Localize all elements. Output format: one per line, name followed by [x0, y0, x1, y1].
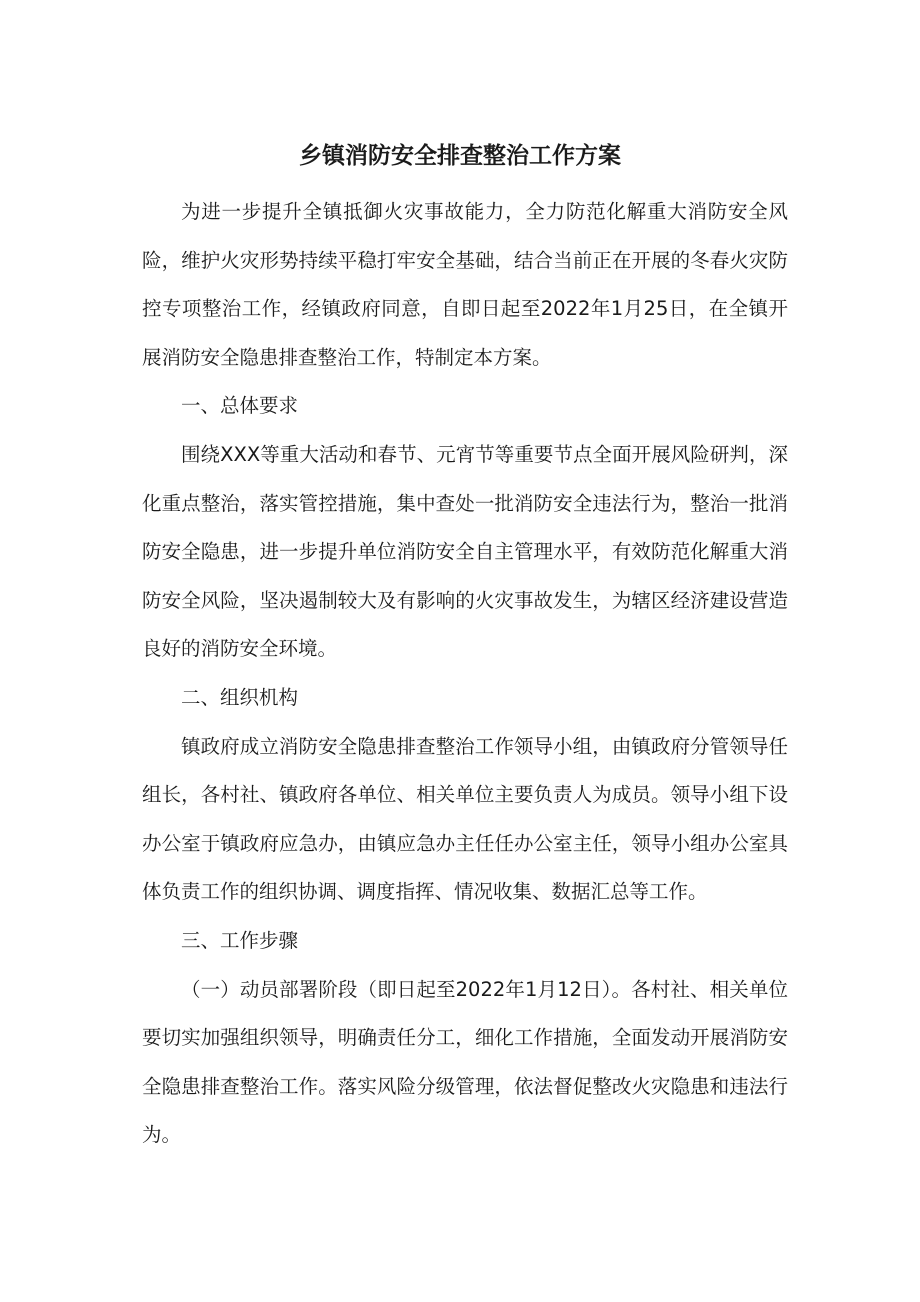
document-title: 乡镇消防安全排查整治工作方案 — [299, 143, 621, 169]
section-heading-general-requirements: 一、总体要求 — [181, 394, 299, 418]
general-requirements-paragraph: 围绕XXX等重大活动和春节、元宵节等重要节点全面开展风险研判，深化重点整治，落实管控措施，集中查处一批消防安全违法行为，整治一批消防安全隐患，进一步提升单位消防安全自主管理水平，有效防范化解重大消防安全风险，坚决遏制较大及有影响的火灾事故发生，为辖区经济建设营造良好的消防安全环境。 — [142, 442, 788, 661]
intro-paragraph: 为进一步提升全镇抵御火灾事故能力，全力防范化解重大消防安全风险，维护火灾形势持续平稳打牢安全基础，结合当前正在开展的冬春火灾防控专项整治工作，经镇政府同意，自即日起至2022年1月25日，在全镇开展消防安全隐患排查整治工作，特制定本方案。 — [142, 200, 788, 369]
section-heading-work-steps: 三、工作步骤 — [181, 928, 299, 952]
document-body — [142, 188, 788, 1160]
organization-paragraph: 镇政府成立消防安全隐患排查整治工作领导小组，由镇政府分管领导任组长，各村社、镇政府各单位、相关单位主要负责人为成员。领导小组下设办公室于镇政府应急办，由镇应急办主任任办公室主任，领导小组办公室具体负责工作的组织协调、调度指挥、情况收集、数据汇总等工作。 — [142, 734, 788, 904]
section-heading-organization: 二、组织机构 — [181, 685, 299, 709]
work-steps-paragraph: （一）动员部署阶段（即日起至2022年1月12日）。各村社、相关单位要切实加强组织领导，明确责任分工，细化工作措施，全面发动开展消防安全隐患排查整治工作。落实风险分级管理，依法督促整改火灾隐患和违法行为。 — [142, 977, 788, 1147]
